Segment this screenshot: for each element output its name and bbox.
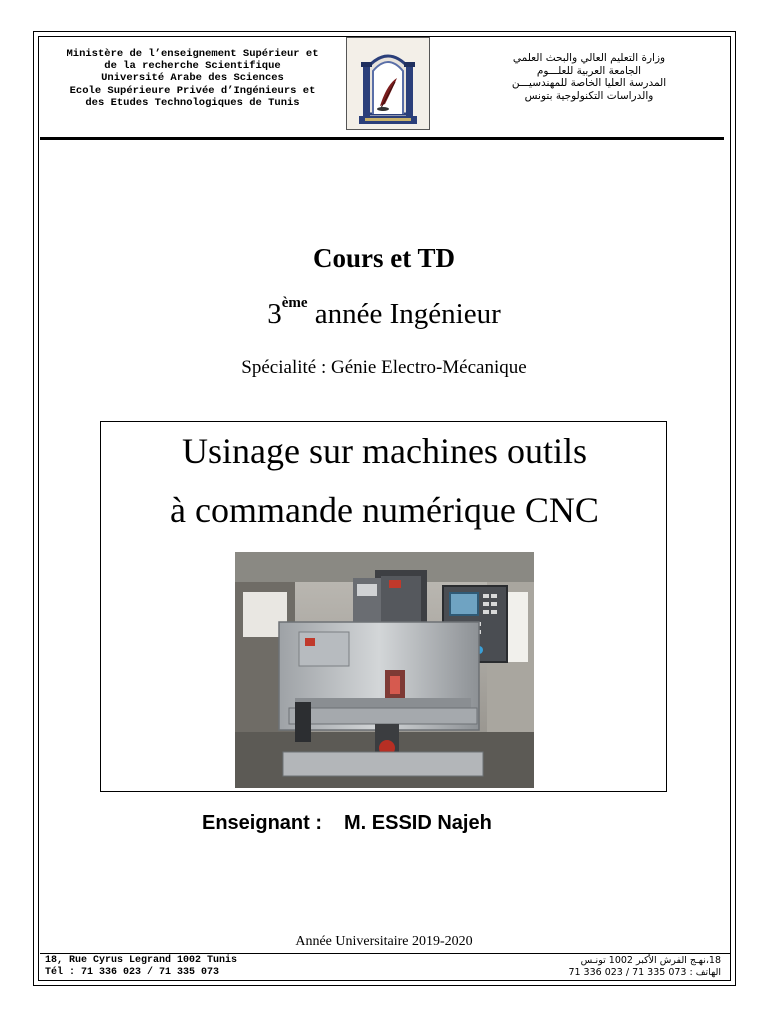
- arch-quill-logo-icon: [347, 38, 429, 129]
- teacher-label: Enseignant :: [202, 812, 323, 834]
- letterhead: [40, 38, 730, 138]
- french-line-5: des Etudes Technologiques de Tunis: [85, 96, 300, 109]
- academic-year: Année Universitaire 2019-2020: [295, 934, 473, 949]
- header-divider: [40, 137, 724, 140]
- footer-divider: [40, 953, 730, 954]
- french-line-3: Université Arabe des Sciences: [101, 72, 284, 85]
- footer-arabic-phone-label: الهاتف :: [686, 966, 721, 978]
- arabic-line-1: وزارة التعليم العالي والبحث العلمي: [512, 52, 666, 64]
- document-type: Cours et TD: [312, 243, 455, 273]
- cnc-milling-machine-icon: [235, 552, 534, 788]
- year-level: [0, 295, 768, 331]
- course-title-line-2: à commande numérique CNC: [170, 490, 599, 530]
- footer-address-line: 18, Rue Cyrus Legrand 1002 Tunis: [45, 955, 238, 966]
- letterhead-arabic: [465, 52, 713, 102]
- footer-address-french: [45, 955, 237, 978]
- year-ordinal: ème: [281, 295, 308, 311]
- french-line-1: Ministère de l’enseignement Supérieur et: [66, 48, 319, 60]
- teacher-line: [202, 812, 492, 835]
- french-line-4: Ecole Supérieure Privée d’Ingénieurs et: [69, 84, 316, 97]
- cnc-machine-photo: [235, 552, 534, 788]
- footer-arabic-address-line: 18،نهـج الفرش الأكبر 1002 تونـس: [580, 955, 721, 966]
- letterhead-french: [50, 48, 335, 109]
- course-title-line-1: Usinage sur machines outils: [182, 431, 587, 471]
- footer-address-arabic: [568, 955, 721, 978]
- university-logo: [346, 37, 430, 130]
- course-title-box: [100, 421, 667, 792]
- footer-arabic-phone-numbers: 71 336 023 / 71 335 073: [568, 966, 687, 978]
- arabic-line-4: والدراسات التكنولوجية بتونس: [524, 89, 654, 102]
- footer-arabic-phone-line: [568, 967, 721, 979]
- teacher-name: M. ESSID Najeh: [344, 812, 492, 834]
- specialty: Spécialité : Génie Electro-Mécanique: [241, 357, 527, 378]
- arabic-line-2: الجامعة العربية للعلـــوم: [536, 64, 642, 77]
- french-line-2: de la recherche Scientifique: [104, 60, 281, 73]
- year-number: 3: [267, 298, 282, 330]
- year-level-text: année Ingénieur: [307, 298, 501, 330]
- footer-phone-line: Tél : 71 336 023 / 71 335 073: [45, 966, 220, 978]
- arabic-line-3: المدرسة العليا الخاصة للمهندسيـــن: [511, 77, 667, 90]
